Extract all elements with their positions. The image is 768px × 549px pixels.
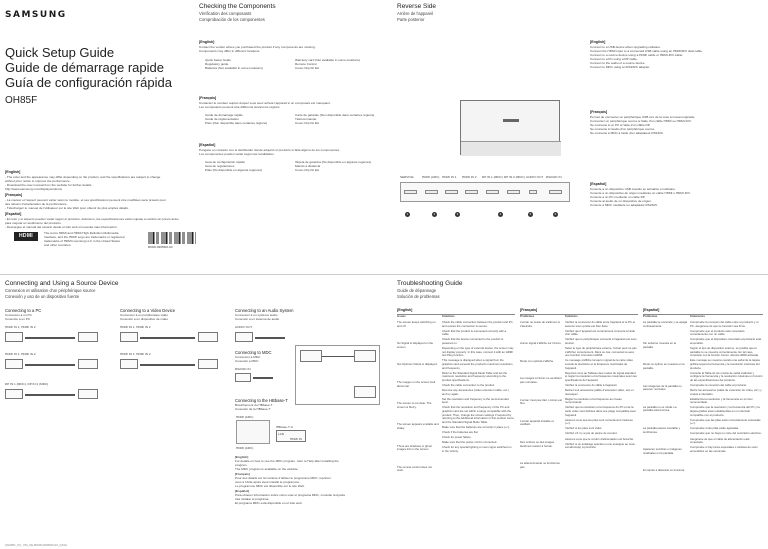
solution-cell: Vérifiez s'il n'y a pas de panne de courant. (565, 431, 618, 436)
components-intro: Components may differ in different locations. (199, 49, 261, 53)
solution-cell: Depending on the type of external device, the screen may not display properly. In this case, connect it with an HDMI Hot Plug function. (442, 346, 514, 358)
issues-column (520, 321, 562, 483)
callout-marker: 5 (529, 212, 532, 216)
port-label: AUDIO OUT (235, 325, 253, 329)
reverse-section (397, 3, 577, 22)
component-item: Piles (Non disponible dans certaines régions) (205, 121, 268, 125)
port-label: HDMI IN 1, HDMI IN 2 (120, 352, 151, 356)
solution-cell: Assurez-vous que le cordon d'alimentation est branché. (565, 436, 634, 441)
title-english: Quick Setup Guide (5, 45, 115, 60)
rear-panel-port-strip (461, 141, 561, 156)
notes-lang-heading: [English] (235, 455, 249, 459)
troubleshooting-subheading: Solución de problemas (397, 293, 440, 299)
video-heading: Connecting to a Video Device (120, 308, 176, 313)
hdmi-trademark (44, 231, 144, 247)
components-subheading: Comprobación de los componentes (199, 16, 265, 22)
video-device (198, 359, 218, 369)
port-label: AUDIO OUT (526, 175, 544, 179)
reverse-item: Connectez un périphérique source à l'aide d'un câble HDMI ou HDMI-DVI. (590, 119, 692, 123)
solution-cell: Make sure that the power cord is connected. (442, 440, 498, 445)
port-label: RS232C IN (546, 175, 562, 179)
port-service (404, 190, 417, 194)
column-header: Issues (397, 314, 406, 318)
reverse-item: Connect to a USB device when upgrading software. (590, 45, 661, 49)
issue-cell: La pantalla parece inestable y temblorosa. (643, 425, 681, 434)
port-label: HDMI IN (290, 437, 302, 441)
component-item: Pilas (No disponible en algunas regiones) (205, 168, 263, 172)
rear-panel-logo-plate (503, 119, 519, 122)
video-subheading: Connexion à un périphérique vidéo (120, 313, 168, 317)
port-label: HBbase-T-U (276, 425, 294, 429)
notes-spanish-line: - Descargue el manual del usuario desde el sitio web si necesita más información. (5, 225, 118, 229)
left-notes (5, 170, 190, 229)
component-item: Regulatory guide (205, 62, 229, 66)
reverse-item: Conecte al audio de un dispositivo de origen. (590, 199, 652, 203)
connecting-subheading: Connexion et utilisation d'un périphérique source (5, 288, 96, 293)
callout-marker: 2 (433, 212, 436, 216)
solution-cell: Selon le type de périphérique externe, l'écran peut ne pas s'afficher correctement. Dans ce cas, connectez-le avec une fonction Connexion HDMI. (565, 346, 637, 358)
reverse-french-heading: [Français] (590, 110, 608, 114)
port-label: HDMI IN 1, HDMI IN 2 (5, 352, 36, 356)
mdc-notes (235, 455, 380, 505)
title-spanish: Guía de configuración rápida (5, 75, 172, 90)
notes-english-line: http://www.samsung.com/displaysolutions (5, 187, 63, 191)
port-label: HDMI (ARC) (236, 446, 254, 450)
notes-english-line: - The color and the appearance may differ depending on the product, and the specifications are subject to change (5, 175, 161, 179)
components-english-heading: [English] (199, 40, 215, 44)
solution-cell: Compruebe que las pilas estén correctamente colocadas (+/-). (690, 417, 761, 426)
part-number: BN68-09056M-00 (148, 245, 173, 249)
hbase-heading-block (235, 398, 288, 411)
mdc-heading-block (235, 350, 272, 363)
issue-cell: Sin señal se muestra en la pantalla. (643, 341, 676, 349)
audio-heading-block (235, 308, 293, 321)
port-row (400, 182, 570, 202)
pc-device (5, 359, 23, 369)
reverse-spanish-heading: [Español] (590, 182, 607, 186)
port-label: DP IN 1 (MDC), DP IN 2 (MDC) (5, 382, 49, 386)
reverse-item: Permet de connecter un périphérique USB lors de la mise à niveau logicielle. (590, 115, 696, 119)
solution-cell: Check that the product is connected correctly with a cable. (442, 328, 507, 337)
column-header: Solutions (442, 314, 455, 318)
solutions-column (442, 321, 514, 455)
audio-device (235, 332, 253, 342)
reverse-item: Se connecte à l'audio d'un périphérique source. (590, 127, 656, 131)
hbase-subheading: Branchement du HBbase-T (235, 403, 273, 407)
title-french: Guide de démarrage rapide (5, 60, 164, 75)
solution-cell: Assurez-vous que les piles sont correctement insérées (+/-). (565, 417, 633, 426)
notes-spanish-heading: [Español] (5, 212, 22, 216)
mdc-heading: Connecting to MDC (235, 350, 272, 355)
reverse-item: Se connecte à un PC à l'aide d'un câble DP. (590, 123, 651, 127)
mdc-note-line: Pour des détails sur la manière d'utiliser le programme MDC, reportez- (235, 476, 332, 480)
components-spanish-list (205, 160, 275, 172)
solution-cell: Este mensaje se muestra cuando una señal de la tarjeta gráfica supera la frecuencia y la resolución máximas del producto. (690, 358, 760, 370)
port-label: SERVICE (400, 175, 414, 179)
port-label: RS232C IN (235, 367, 251, 371)
solution-cell: Asegúrese de que el cable de alimentación esté conectado. (690, 436, 750, 445)
reverse-item: Connect to a PC using a DP cable. (590, 57, 638, 61)
column-header: Soluciones (690, 314, 705, 318)
port-label: HDMI (ARC) (236, 415, 254, 419)
mdc-note-line: tras instalar el programa. (235, 497, 270, 501)
port-label: DP IN 2 (MDC) (504, 175, 525, 179)
notes-french-line: - La couleur et l'aspect peuvent varier selon le modèle, et ses spécifications peuvent être modifiées sans préavis pour (5, 198, 166, 202)
components-spanish (199, 143, 379, 156)
solution-cell: This message is displayed when a signal from the graphics card exceeds the product's maximum resolution and frequency. (442, 358, 513, 370)
troubleshooting-section (397, 280, 697, 299)
mdc-note-line: Para obtener información sobre cómo usar el programa MDC, consulte la Ayuda (235, 493, 345, 497)
hbase-diagram (236, 420, 270, 444)
mdc-note-line: For details on how to use the MDC program, refer to Help after installing the (235, 459, 339, 463)
components-french-list-2 (295, 113, 375, 125)
hdmi-trademark-line: and other countries. (44, 243, 72, 247)
fold-divider (0, 274, 768, 275)
column-header: Problèmes (520, 314, 535, 318)
solution-cell: Make sure that the batteries are correctly in place (+/-). (442, 424, 511, 429)
components-intro: Póngase en contacto con el distribuidor donde adquirió el producto si falta alguno de los componentes. (199, 148, 341, 152)
solution-cell: Check that the device connected to the product is powered on. (442, 337, 504, 345)
reverse-french (590, 110, 765, 135)
component-item: Cover-Clip Kit EA (295, 66, 320, 70)
solution-cell: Vérifiez que la résolution et la fréquence du PC et de la carte vidéo sont définies dans une plage compatible avec l'appareil. (565, 405, 637, 417)
hdmi-logo: HDMI (14, 232, 38, 241)
issues-column (397, 321, 439, 487)
daisy-chain-cable (322, 356, 354, 357)
solution-cell: Consulte la Tabla de los modos de señal estándar y configure la frecuencia y la resolución máximas en función de las especificaciones del producto. (690, 370, 763, 382)
reverse-item: Conecte a MDC mediante un adaptador RS232C. (590, 203, 659, 207)
components-intro: Contactez le vendeur auprès duquel vous avez acheté l'appareil si un composant est manquant. (199, 101, 331, 105)
solution-cell: Según el tipo de dispositivo externo, es posible que la pantalla no se muestre correctamente. En tal caso, conéctelo con la función Conex. directa HDMI activada. (690, 346, 759, 358)
issue-cell: Not Optimum Mode is displayed. (397, 362, 438, 367)
callout-marker: 4 (499, 212, 502, 216)
display-unit (354, 386, 376, 398)
components-intro: Les composants peuvent être différents suivant les régions. (199, 105, 281, 109)
mdc-note-line: vous à l'Aide après avoir installé le programme. (235, 480, 300, 484)
notes-french-line: - Téléchargez le manuel de l'utilisateur sur le site Web pour obtenir de plus amples détails. (5, 206, 129, 210)
pc-device (78, 359, 98, 369)
solution-cell: Compruebe que el dispositivo conectado al producto esté encendido. (690, 337, 762, 345)
reverse-item: Connect the HDMI input to a connected USB cable using an HDMI/DVI dual cable. (590, 49, 703, 53)
issue-cell: Aucun signal s'affiche sur l'écran. (520, 341, 562, 346)
component-item: Télécommande (295, 117, 317, 121)
rear-panel-diagram (460, 100, 560, 155)
issues-column (643, 321, 687, 487)
components-heading: Checking the Components (199, 3, 276, 10)
port-label: DP IN 1 (MDC) (482, 175, 503, 179)
issue-cell: No Signal is displayed on the screen. (397, 341, 434, 349)
hdmi-dvi-cable (140, 364, 195, 366)
solution-cell: Reportez-vous au Tableau des modes de signal standard et réglez la résolution et la fréquence maximales selon les spécifications de l'appareil. (565, 370, 637, 382)
model-name: OH85F (5, 95, 38, 106)
solution-cell: Refer to the Standard Signal Mode Table and set the maximum resolution and frequency according to the product specifications. (442, 370, 508, 382)
components-intro: Contact the vendor where you purchased the product if any components are missing. (199, 45, 316, 49)
reverse-item: Conecte a un PC mediante un cable DP. (590, 195, 646, 199)
pc-device (78, 332, 98, 342)
issue-cell: El mando a distancia no funciona. (643, 468, 685, 473)
column-header: Problemas (643, 314, 658, 318)
reverse-english-heading: [English] (590, 40, 606, 44)
port-hdmi-arc (425, 190, 438, 194)
component-item: Quick Setup Guide (205, 58, 231, 62)
pc-subheading: Connexion à un PC (5, 313, 32, 317)
solution-cell: Vérifiez que l'appareil est correctement connecté à l'aide d'un câble. (565, 328, 635, 337)
mdc-note-line: Le programme MDC est disponible sur le site Web. (235, 484, 305, 488)
port-rs232c-in (549, 190, 562, 194)
component-item: Guide de démarrage rapide (205, 113, 243, 117)
display-unit (354, 350, 376, 362)
column-header: Solutions (565, 314, 578, 318)
video-device (198, 332, 218, 342)
port-audio-out (529, 190, 537, 194)
reverse-heading: Reverse Side (397, 3, 437, 10)
issue-cell: Mode non optimal s'affiche. (520, 358, 554, 363)
component-item: Tarjeta de garantía (No disponible en algunas regiones) (295, 160, 372, 164)
port-dp-in-1 (486, 190, 499, 194)
connecting-heading: Connecting and Using a Source Device (5, 280, 119, 287)
audio-cable (255, 337, 285, 339)
issue-cell: L'écran apparaît instable et vacillant. (520, 418, 554, 427)
mdc-subheading: Connexion à MDC (235, 355, 261, 359)
port-label: LAN (278, 432, 285, 436)
trouble-spanish-label: [Español] (643, 308, 660, 312)
hdmi-trademark-line: The terms HDMI and HDMI High-Definition Multimedia (44, 231, 119, 235)
port-hdmi-in-2 (465, 190, 478, 194)
issue-cell: Modo no óptimo se muestra en la pantalla. (643, 362, 685, 370)
solution-cell: Establezca la resolución y la frecuencia en el nivel recomendado. (690, 396, 753, 405)
solution-cell: Check if the batteries are flat. (442, 429, 479, 434)
notes-lang-heading: [Français] (235, 472, 250, 476)
solution-cell: Retirez tout accessoire (câble d'extension vidéo, etc) et réessayez. (565, 388, 634, 396)
table-rule (520, 314, 638, 315)
component-item: Cover-Clip Kit EA (295, 168, 320, 172)
issue-cell: L'écran ne cesse de s'allumer et s'éteindre. (520, 320, 560, 328)
notes-english-line: without prior notice to improve the performance. (5, 179, 71, 183)
callout-marker: 6 (554, 212, 557, 216)
hbase-subheading: Conexión de la HBbase-T (235, 407, 271, 411)
reverse-subheading: Arrière de l'appareil (397, 11, 434, 16)
solution-cell: Compruebe si hay luces especiales o carteles de neón encendidos en las cercanías. (690, 445, 758, 453)
solution-cell: Compruebe que la resolución y la frecuencia del PC y la tarjeta gráfica estén establecidas en un intervalo compatible con el producto. (690, 405, 760, 417)
issue-cell: There are shadows or ghost images left on the screen. (397, 443, 432, 452)
notes-english-line: - Download the user manual from the website for further details. (5, 183, 93, 187)
port-dp-in-2 (507, 190, 520, 194)
audio-heading: Connecting to an Audio System (235, 308, 294, 313)
component-item: Carte de garantie (Non disponible dans certaines régions) (295, 113, 375, 117)
notes-french-heading: [Français] (5, 193, 23, 197)
issue-cell: La pantalla se enciende y se apaga continuamente. (643, 320, 688, 328)
notes-spanish-line: - El color y el aspecto pueden variar según el producto. Asimismo, las especificaciones están sujetas a cambio sin previo aviso (5, 217, 179, 221)
issue-cell: The remote control does not work. (397, 464, 432, 473)
trouble-english-label: [English] (397, 308, 413, 312)
solution-cell: Compruebe que el producto esté conectado correctamente con un cable. (690, 328, 745, 337)
solutions-column (565, 321, 637, 451)
issue-cell: Las imágenes de la pantalla no parecen normales. (643, 383, 682, 392)
barcode (148, 232, 196, 244)
callout-marker: 1 (406, 212, 409, 216)
port-label: HDMI IN 1 (442, 175, 457, 179)
reverse-english (590, 40, 765, 69)
solution-cell: Compruebe si las pilas están agotadas. (690, 426, 739, 431)
component-item: Batteries (Not available in some locations) (205, 66, 263, 70)
hbase-heading: Connecting to the HBbase-T (235, 398, 288, 403)
solution-cell: Vérifiez si les piles sont vides. (565, 426, 603, 431)
mdc-note-line: program. (235, 463, 248, 467)
solution-cell: Compruebe que no haya un corte del suministro eléctrico. (690, 431, 762, 436)
port-label: HDMI IN 1, HDMI IN 2 (5, 325, 36, 329)
reverse-item: Conecte a un dispositivo de origen mediante un cable HDMI o HDMI-DVI. (590, 191, 691, 195)
reverse-spanish (590, 182, 765, 207)
components-intro: Los componentes pueden variar según las localidades. (199, 152, 275, 156)
solution-cell: Retire los accesorios (cable de extensión de vídeo, etc.) y vuelva a intentarlo. (690, 388, 762, 396)
guide-title (5, 45, 172, 90)
solution-cell: Réglez la résolution et la fréquence au niveau recommandé. (565, 396, 622, 405)
component-item: Guide de réglementation (205, 117, 239, 121)
solutions-column (690, 321, 763, 455)
components-english-list (205, 58, 275, 70)
mdc-subheading: Conexión a MDC (235, 359, 259, 363)
video-heading-block (120, 308, 175, 321)
solution-cell: Compruebe la conexión del cable entre el producto y el PC, asegúrese de que la conexión sea firme. (690, 320, 759, 328)
component-item: Remote Control (295, 62, 317, 66)
pc-subheading: Conexión a un PC (5, 317, 31, 321)
solution-cell: Compruebe la conexión del cable al producto. (690, 382, 747, 387)
mdc-note-line: El programa MDC está disponible en el sitio web. (235, 501, 303, 505)
component-item: Guía de configuración rápida (205, 160, 245, 164)
reverse-subheading: Parte posterior (397, 16, 425, 22)
troubleshooting-heading: Troubleshooting Guide (397, 280, 463, 287)
issue-cell: Des ombres ou des images fantômes restent à l'écran. (520, 439, 555, 448)
issue-cell: Aparecen sombras o imágenes residuales en la pantalla. (643, 447, 682, 455)
display-unit (300, 350, 322, 362)
issue-cell: The images on the screen look abnormal. (397, 379, 436, 388)
connecting-section (5, 280, 385, 299)
hdmi-cable (140, 337, 195, 339)
solution-cell: Set the resolution and frequency to the recommended level. (442, 396, 509, 405)
notes-french-line: des raisons d'amélioration de la performance. (5, 202, 68, 206)
video-device (120, 359, 138, 369)
port-hdmi-in-1 (445, 190, 458, 194)
connecting-subheading: Conexión y uso de un dispositivo fuente (5, 293, 80, 299)
component-item: Warranty card (Not available in some locations) (295, 58, 360, 62)
troubleshooting-subheading: Guide de dépannage (397, 288, 437, 293)
reverse-item: Connect to MDC using an RS232C adapter. (590, 65, 651, 69)
reverse-item: Connect to the audio of a source device. (590, 61, 646, 65)
reverse-item: Connect to a source device using a HDMI cable or HDMI-DVI cable. (590, 53, 684, 57)
notes-spanish-line: para mejorar el rendimiento del producto. (5, 221, 62, 225)
solution-cell: Check that the resolution and frequency of the PC and graphics card are set within a range compatible with the product. Then, change the screen settings if required by referring to the Additional Information in this product menu and the Standard Signal Mode Table. (442, 405, 514, 424)
port-label: HDMI IN 2 (462, 175, 477, 179)
table-rule (397, 314, 515, 315)
solution-cell: Check for power failure. (442, 435, 472, 440)
issue-cell: Les images à l'écran ne semblent pas normales. (520, 376, 562, 384)
pc-device (5, 332, 23, 342)
reverse-item: Se connecte à MDC à l'aide d'un adaptateur RS232C. (590, 131, 664, 135)
components-subheading: Vérification des composants (199, 11, 252, 16)
mdc-note-line: The MDC program is available on the website. (235, 467, 299, 471)
issue-cell: The screen appears unstable and shaky. (397, 422, 439, 430)
component-item: Cover-Clip Kit EA (295, 121, 320, 125)
mdc-diagram (295, 345, 380, 405)
port-label: HDMI IN 1, HDMI IN 2 (120, 325, 151, 329)
audio-subheading: Conexión a un sistema de audio (235, 317, 280, 321)
solution-cell: Remove any accessories (video extension cable, etc.) and try again. (442, 388, 509, 396)
video-device (120, 332, 138, 342)
solution-cell: Vérifiez que le périphérique connecté à l'appareil est sous tension. (565, 337, 637, 345)
components-english-list-2 (295, 58, 375, 70)
pc-heading-block (5, 308, 41, 321)
rs232c-cable (253, 377, 273, 379)
solution-cell: Vérifiez la connexion du câble à l'appareil. (565, 382, 618, 387)
reverse-item: Conecte a un dispositivo USB cuando se actualice el software. (590, 187, 676, 191)
notes-lang-heading: [Español] (235, 489, 250, 493)
mdc-adapter (235, 373, 251, 382)
component-item: Mando a distancia (295, 164, 321, 168)
hdmi-cable (25, 337, 75, 339)
issue-cell: La pantalla no es nítida. La pantalla está borrosa. (643, 404, 677, 413)
solution-cell: Ce message s'affiche lorsqu'un signal de la carte vidéo excède la résolution et la fréquence maximales de l'appareil. (565, 358, 634, 370)
hdmi-dvi-cable (25, 364, 75, 366)
components-section (199, 3, 379, 22)
issue-cell: The screen is not clear. The screen is blurry. (397, 401, 432, 409)
samsung-logo: SAMSUNG (5, 10, 67, 20)
component-item: Guía de regulaciones (205, 164, 235, 168)
pc-heading: Connecting to a PC (5, 308, 42, 313)
audio-subheading: Connexion à un système audio (235, 313, 278, 317)
callout-marker: 3 (456, 212, 459, 216)
port-label: HDMI (ARC) (422, 175, 440, 179)
solution-cell: Check for any special lighting or neon signs switched on in the vicinity. (442, 445, 512, 453)
components-english (199, 40, 379, 53)
notes-english-heading: [English] (5, 170, 21, 174)
pc-device (78, 389, 98, 399)
print-footer: [OH85F_XU_XM_XE-BN68-09056M-00_QSG] (5, 543, 68, 547)
solution-cell: Check the cable connection between the product and PC, and ensure the connection is secure. (442, 320, 514, 328)
components-french-list (205, 113, 275, 125)
dp-cable (25, 394, 75, 396)
hdmi-trademark-line: Interface, and the HDMI Logo are trademarks or registered (44, 235, 125, 239)
components-french-heading: [Français] (199, 96, 217, 100)
hdmi-trademark-line: trademarks of HDMI Licensing LLC in the United States (44, 239, 121, 243)
solution-cell: Check the cable connection to the product. (442, 382, 496, 387)
issue-cell: La télécommande ne fonctionne pas. (520, 461, 560, 469)
components-spanish-list-2 (295, 160, 375, 172)
solution-cell: Vérifiez la connexion du câble entre l'appareil et le PC et assurez-vous qu'elle est bien fixée. (565, 320, 636, 328)
components-french (199, 96, 379, 109)
pc-device (5, 389, 23, 399)
trouble-french-label: [Français] (520, 308, 538, 312)
issue-cell: The screen keeps switching on and off. (397, 320, 436, 328)
components-spanish-heading: [Español] (199, 143, 216, 147)
issue-cell: L'écran n'est pas clair. L'écran est flou. (520, 397, 562, 406)
solution-cell: Vérifiez si un éclairage spécial ou une enseigne au néon est allumé(e) à proximité. (565, 441, 635, 450)
video-subheading: Conexión a un dispositivo de vídeo (120, 317, 168, 321)
